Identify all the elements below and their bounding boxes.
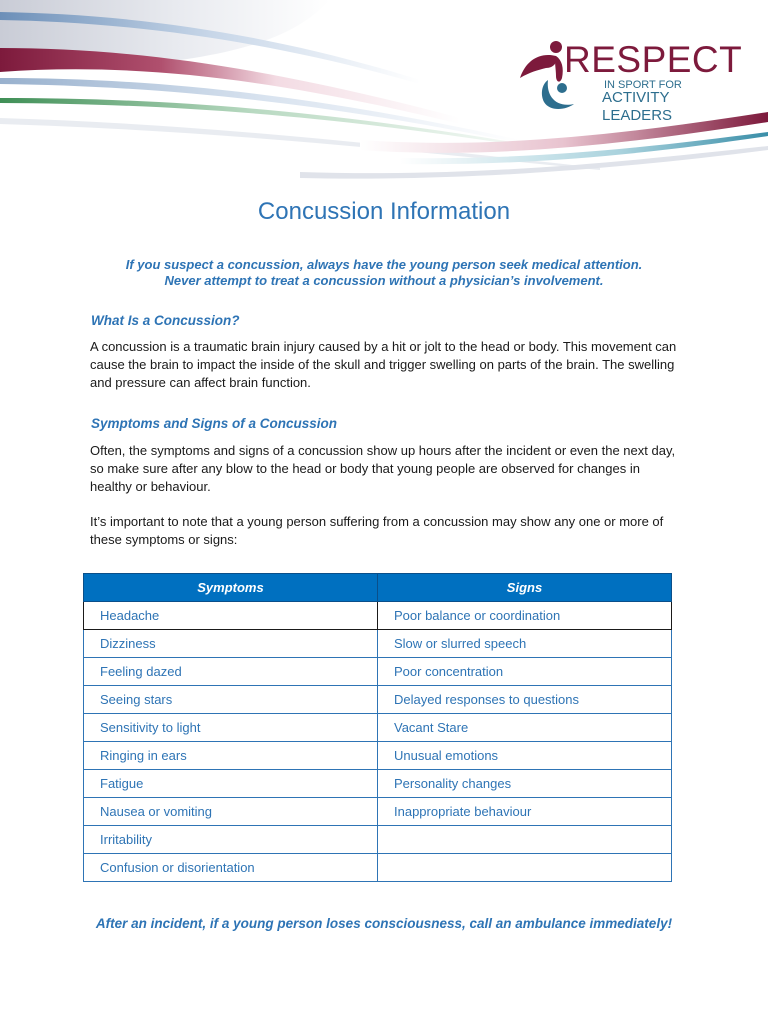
- table-row: [84, 630, 672, 658]
- column-header-signs: Signs: [378, 574, 672, 602]
- top-warning-line1: If you suspect a concussion, always have the young person seek medical attention.: [125, 257, 643, 272]
- table-row: [84, 854, 672, 882]
- sign-cell: Unusual emotions: [378, 742, 672, 770]
- table-row: [84, 658, 672, 686]
- symptom-cell: Dizziness: [84, 630, 378, 658]
- table-header-row: [84, 574, 672, 602]
- sign-cell: [378, 826, 672, 854]
- logo-subtitle-line1: IN SPORT FOR: [604, 79, 682, 91]
- section-body-symptoms-2: It’s important to note that a young person suffering from a concussion may show any one or more of these symptoms or signs:: [90, 514, 664, 547]
- sign-cell: Personality changes: [378, 770, 672, 798]
- table-row: [84, 770, 672, 798]
- footer-warning: After an incident, if a young person loses consciousness, call an ambulance immediately!: [95, 916, 673, 931]
- column-header-symptoms: Symptoms: [84, 574, 378, 602]
- symptom-cell: Irritability: [84, 826, 378, 854]
- sign-cell: [378, 854, 672, 882]
- symptoms-signs-table: [83, 573, 672, 882]
- sign-cell: Poor concentration: [378, 658, 672, 686]
- sign-cell: Poor balance or coordination: [378, 602, 672, 630]
- table-row: [84, 602, 672, 630]
- symptom-cell: Nausea or vomiting: [84, 798, 378, 826]
- symptom-cell: Feeling dazed: [84, 658, 378, 686]
- table-row: [84, 686, 672, 714]
- table-row: [84, 714, 672, 742]
- symptom-cell: Confusion or disorientation: [84, 854, 378, 882]
- top-warning-line2: Never attempt to treat a concussion without a physician’s involvement.: [164, 273, 604, 288]
- symptom-cell: Sensitivity to light: [84, 714, 378, 742]
- section-body-symptoms-1: Often, the symptoms and signs of a concussion show up hours after the incident or even the next day, so make sure after any blow to the head or body that young people are observed for changes in healthy or behaviour.: [90, 443, 676, 494]
- section-heading-symptoms: Symptoms and Signs of a Concussion: [91, 416, 338, 431]
- table-row: [84, 742, 672, 770]
- table-row: [84, 826, 672, 854]
- page-title: Concussion Information: [257, 198, 511, 225]
- symptom-cell: Seeing stars: [84, 686, 378, 714]
- sign-cell: Slow or slurred speech: [378, 630, 672, 658]
- sign-cell: Delayed responses to questions: [378, 686, 672, 714]
- section-body-what-is: A concussion is a traumatic brain injury caused by a hit or jolt to the head or body. This movement can cause the brain to impact the inside of the skull and trigger swelling on parts of the brain. The swelling and pressure can affect brain function.: [90, 339, 677, 390]
- logo-title: RESPECT: [564, 39, 743, 80]
- section-heading-what-is: What Is a Concussion?: [91, 313, 240, 328]
- table-row: [84, 798, 672, 826]
- symptom-cell: Ringing in ears: [84, 742, 378, 770]
- symptom-cell: Headache: [84, 602, 378, 630]
- sign-cell: Inappropriate behaviour: [378, 798, 672, 826]
- sign-cell: Vacant Stare: [378, 714, 672, 742]
- respect-logo: [516, 38, 743, 124]
- symptom-cell: Fatigue: [84, 770, 378, 798]
- top-warning: [80, 257, 688, 289]
- logo-subtitle-line2: ACTIVITY LEADERS: [602, 89, 673, 124]
